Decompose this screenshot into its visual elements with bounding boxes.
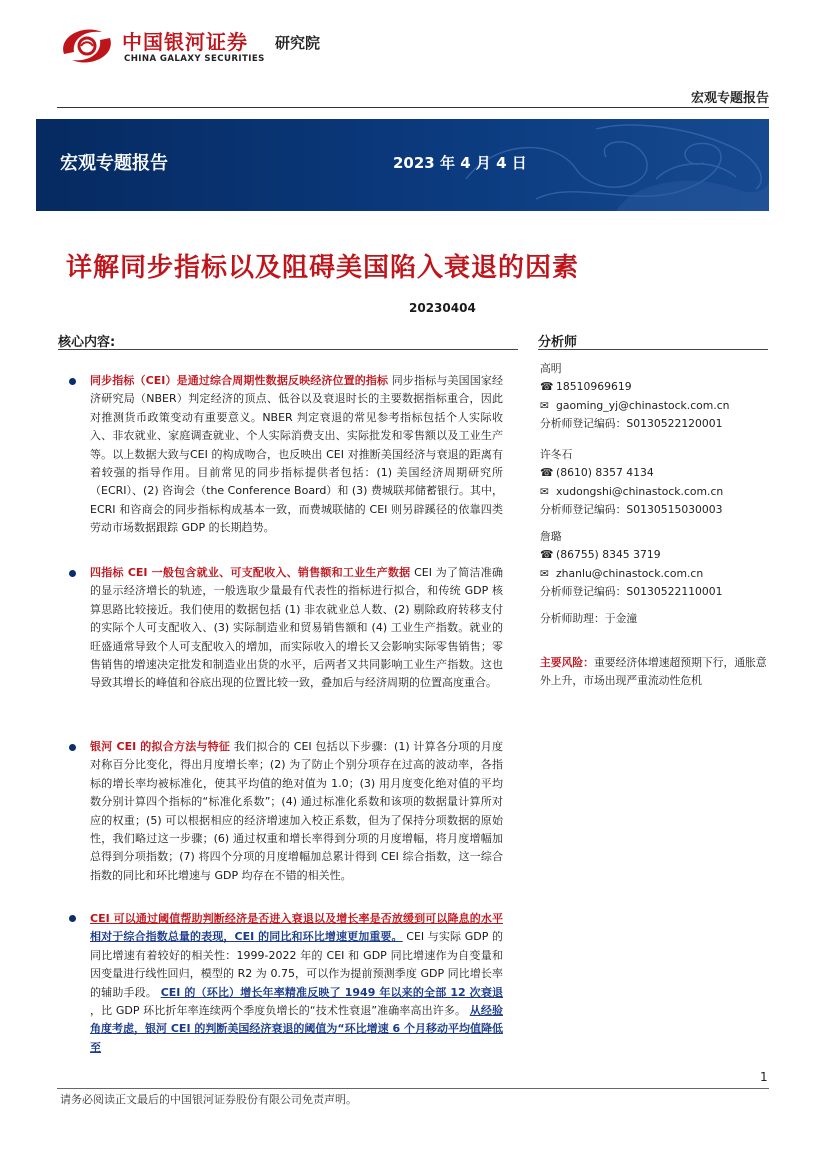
key-point-lead: 同步指标（CEI）是通过综合周期性数据反映经济位置的指标 xyxy=(90,374,389,387)
key-point-emphasis: 从经验角度考虑，银河 CEI 的判断美国经济衰退的阈值为“环比增速 6 个月移动平均值降低至 xyxy=(90,1004,503,1054)
header-divider xyxy=(57,107,769,108)
report-date-code: 20230404 xyxy=(409,301,476,315)
institute-name: 研究院 xyxy=(275,34,321,52)
bullet-icon xyxy=(69,744,76,751)
brand-name-cn: 中国银河证券 xyxy=(122,30,248,54)
key-point-lead: CEI 可以通过阈值帮助判断经济是否进入衰退以及增长率是否放缓到可以降息的水平 xyxy=(90,912,503,925)
analyst-email[interactable]: xudongshi@chinastock.com.cn xyxy=(556,484,724,498)
report-date: 2023 年 4 月 4 日 xyxy=(393,154,527,172)
galaxy-swirl-icon xyxy=(56,22,118,70)
key-point-emphasis: CEI 的（环比）增长年率精准反映了 1949 年以来的全部 12 次衰退 xyxy=(160,985,503,999)
envelope-icon: ✉ xyxy=(540,398,550,412)
analyst-card xyxy=(540,360,770,434)
disclaimer: 请务必阅读正文最后的中国银河证券股份有限公司免责声明。 xyxy=(60,1093,357,1106)
envelope-icon: ✉ xyxy=(540,566,550,580)
analyst-reg-code: S0130515030003 xyxy=(626,503,723,517)
key-point xyxy=(90,372,503,538)
bullet-icon xyxy=(69,915,76,922)
brand-logo xyxy=(56,22,118,70)
analyst-reg-code: S0130522110001 xyxy=(626,585,723,599)
key-point-lead: 四指标 CEI 一般包含就业、可支配收入、销售额和工业生产数据 xyxy=(90,566,411,579)
key-point xyxy=(90,564,503,693)
analyst-card xyxy=(540,446,770,520)
analyst-reg-code: S0130522120001 xyxy=(626,417,723,431)
analyst-reg-label: 分析师登记编码： xyxy=(540,585,627,599)
analyst-phone: (8610) 8357 4134 xyxy=(556,466,654,480)
analyst-phone: 18510969619 xyxy=(556,380,632,394)
analyst-name: 詹璐 xyxy=(540,530,562,543)
analyst-card xyxy=(540,528,770,602)
banner-report-type: 宏观专题报告 xyxy=(60,153,168,174)
key-point xyxy=(90,738,503,885)
footer-divider xyxy=(57,1088,769,1089)
envelope-icon: ✉ xyxy=(540,484,550,498)
key-point xyxy=(90,910,503,1060)
key-point-body: CEI 与实际 GDP 的同比增速有着较好的相关性：1999-2022 年的 CEI 和 GDP 同比增速作为自变量和因变量进行线性回归，模型的 R2 为 0.75，可以作为提前预测季度 GDP 同比增长率的辅助手段。 xyxy=(90,930,503,999)
risk-block xyxy=(540,654,770,691)
key-point-body: ，比 GDP 环比折年率连续两个季度负增长的“技术性衰退”准确率高出许多。 xyxy=(90,1004,467,1018)
analyst-name: 高明 xyxy=(540,362,562,375)
analyst-heading: 分析师 xyxy=(538,335,578,350)
core-content-heading: 核心内容: xyxy=(58,335,116,350)
analyst-phone: (86755) 8345 3719 xyxy=(556,548,661,562)
key-point-lead: 银河 CEI 的拟合方法与特征 xyxy=(90,740,231,753)
analyst-assistant: 分析师助理：于金潼 xyxy=(540,612,638,625)
key-point-emphasis: 相对于综合指数总量的表现，CEI 的同比和环比增速更加重要。 xyxy=(90,930,403,944)
phone-icon: ☎ xyxy=(540,466,554,480)
risk-label: 主要风险： xyxy=(540,656,594,669)
header-report-type: 宏观专题报告 xyxy=(690,91,769,106)
analyst-reg-label: 分析师登记编码： xyxy=(540,417,627,431)
bullet-icon xyxy=(69,570,76,577)
analyst-email[interactable]: zhanlu@chinastock.com.cn xyxy=(556,566,704,580)
analyst-email[interactable]: gaoming_yj@chinastock.com.cn xyxy=(556,398,730,412)
report-title: 详解同步指标以及阻碍美国陷入衰退的因素 xyxy=(66,253,580,283)
analyst-name: 许冬石 xyxy=(540,448,573,461)
key-point-body: 同步指标与美国国家经济研究局（NBER）判定经济的顶点、低谷以及衰退时长的主要数据指标重合，因此对推测货币政策变动有重要意义。NBER 判定衰退的常见参考指标包括个人实际收入、非农就业、家庭调查就业、个人实际消费支出、实际批发和零售额以及工业生产等。以上数据大致与CEI 的构成吻合，也反映出 CEI 对推断美国经济与衰退的距离有着较强的指导作用。目前常见的同步指标提供者包括：(1) 美国经济周期研究所（ECRI）、(2) 咨询会（the Conference Board）和 (3) 费城联邦储蓄银行。其中，ECRI 和咨商会的同步指标构成基本一致，而费城联储的 CEI 则另辟蹊径的依靠四类劳动市场数据跟踪 GDP 的长期趋势。 xyxy=(90,374,503,535)
brand-name-en: CHINA GALAXY SECURITIES xyxy=(124,54,265,64)
bullet-icon xyxy=(69,378,76,385)
risk-text: 重要经济体增速超预期下行，通胀意外上升，市场出现严重流动性危机 xyxy=(540,656,767,688)
analyst-divider xyxy=(538,349,768,350)
page-number: 1 xyxy=(760,1070,768,1084)
key-point-body: 我们拟合的 CEI 包括以下步骤：(1) 计算各分项的月度对称百分比变化，得出月度增长率；(2) 为了防止个别分项存在过高的波动率，各指标的增长率均被标准化，使其平均值的绝对值为 1.0；(3) 用月度变化绝对值的平均数分别计算四个指标的“标准化系数”；(4) 通过标准化系数和该项的数据量计算所对应的权重；(5) 可以根据相应的经济增速加入校正系数，但为了保持分项数据的原始性，我们略过这一步骤；(6) 通过权重和增长率得到分项的月度增幅，将月度增幅加总得到分项指数；(7) 将四个分项的月度增幅加总累计得到 CEI 综合指数，这一综合指数的同比和环比增速与 GDP 均存在不错的相关性。 xyxy=(90,740,503,882)
core-divider xyxy=(58,349,518,350)
analyst-reg-label: 分析师登记编码： xyxy=(540,503,627,517)
phone-icon: ☎ xyxy=(540,548,554,562)
phone-icon: ☎ xyxy=(540,380,554,394)
key-point-body: CEI 为了简洁准确的显示经济增长的轨迹，一般选取少量最有代表性的指标进行拟合，和传统 GDP 核算思路比较接近。我们使用的数据包括 (1) 非农就业总人数、(2) 剔除政府转移支付的实际个人可支配收入、(3) 实际制造业和贸易销售额和 (4) 工业生产指数。就业的旺盛通常导致个人可支配收入的增加，而实际收入的增长又会影响实际零售销售；零售销售的增速决定批发和制造业出货的水平，后两者又共同影响工业生产指数。这也导致其增长的峰值和谷底出现的位置比较一致，叠加后与经济周期的位置高度重合。 xyxy=(90,566,504,690)
